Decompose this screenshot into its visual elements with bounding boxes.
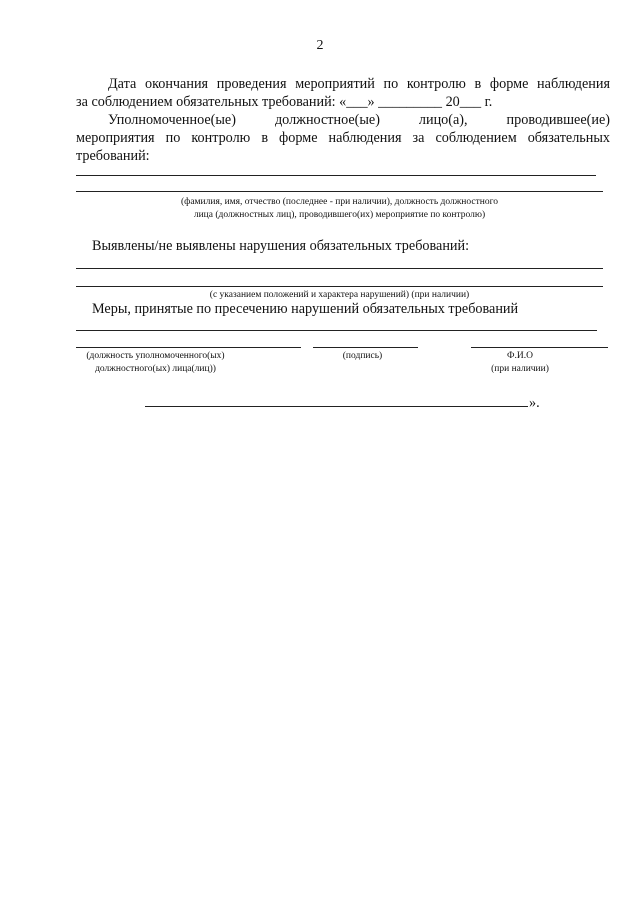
date-paragraph-line2: за соблюдением обязательных требований: «___» _________ 20___ г. <box>76 94 493 110</box>
page-number: 2 <box>316 38 324 53</box>
officials-caption-line2: лица (должностных лиц), проводившего(их) мероприятие по контролю) <box>193 210 486 220</box>
name-caption-line1: Ф.И.О <box>507 351 533 361</box>
name-caption-line2: (при наличии) <box>491 364 549 374</box>
name-signature-line <box>471 347 608 348</box>
officials-caption-line1: (фамилия, имя, отчество (последнее - при наличии), должность должностного <box>181 197 498 207</box>
signature-line <box>313 347 418 348</box>
officials-fill-line-1 <box>76 175 596 176</box>
measures-heading: Меры, принятые по пресечению нарушений обязательных требований <box>92 301 519 317</box>
closing-mark: ». <box>529 395 540 411</box>
violations-caption: (с указанием положений и характера нарушений) (при наличии) <box>209 290 470 300</box>
officials-paragraph-line3: требований: <box>76 148 150 164</box>
date-paragraph-line1: Дата окончания проведения мероприятий по контролю в форме наблюдения <box>108 76 610 92</box>
officials-fill-line-2 <box>76 191 603 192</box>
violations-fill-line-1 <box>76 268 603 269</box>
signature-caption: (подпись) <box>342 351 383 361</box>
violations-heading: Выявлены/не выявлены нарушения обязательных требований: <box>92 238 470 254</box>
measures-fill-line <box>76 330 597 331</box>
officials-paragraph-line1: Уполномоченное(ые) должностное(ые) лицо(а), проводившее(ие) <box>108 112 610 128</box>
violations-fill-line-2 <box>76 286 603 287</box>
officials-paragraph-line2: мероприятия по контролю в форме наблюдения за соблюдением обязательных <box>76 130 610 146</box>
position-signature-line <box>76 347 301 348</box>
closing-line <box>145 406 528 407</box>
position-caption-line1: (должность уполномоченного(ых) <box>86 351 225 361</box>
position-caption-line2: должностного(ых) лица(лиц)) <box>95 364 216 374</box>
